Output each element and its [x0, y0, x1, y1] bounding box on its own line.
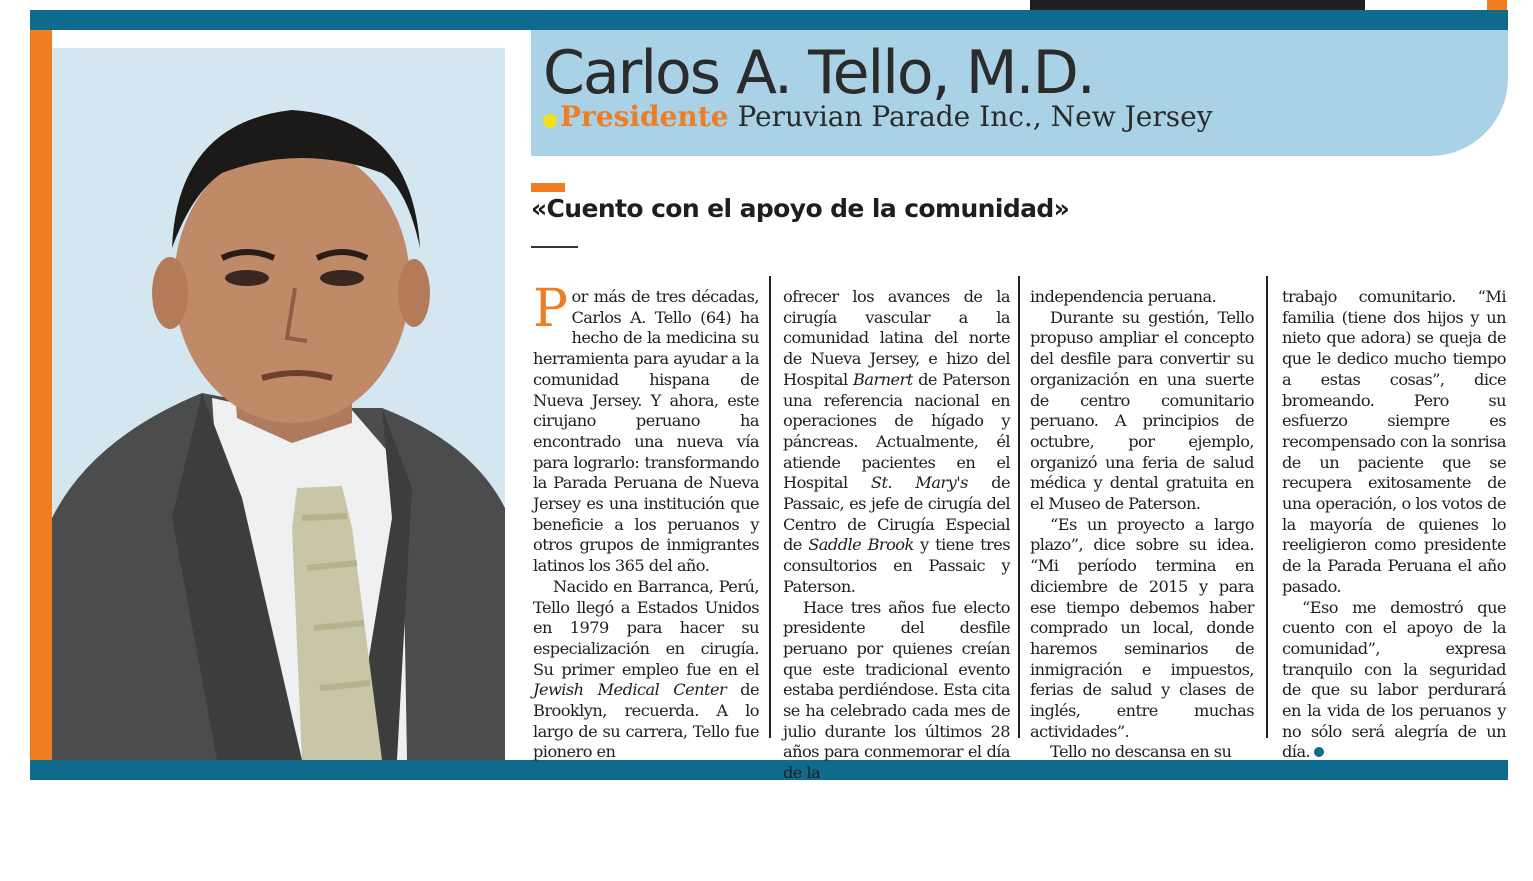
article-paragraph: independencia peruana. — [1030, 287, 1217, 306]
headline-underline — [531, 246, 578, 248]
paragraph-text: de Paterson una referencia nacional en operaciones de hígado y páncreas. Actualmente, él atiende pacientes en el Hospital — [783, 369, 1010, 493]
article-paragraph — [783, 287, 1010, 598]
person-name-title: Carlos A. Tello, M.D. — [543, 38, 1094, 108]
article-paragraph — [533, 279, 759, 577]
blue-dot-icon — [1314, 747, 1324, 757]
column-rule — [1266, 276, 1268, 738]
left-accent-bar — [30, 30, 52, 760]
column-rule — [1018, 276, 1020, 738]
emphasis-text: Saddle Brook — [808, 535, 914, 555]
article-column-3 — [1030, 287, 1254, 762]
article-paragraph — [1282, 598, 1506, 764]
headline-accent-tick — [531, 183, 565, 192]
column-rule — [769, 276, 771, 738]
paragraph-text: ofrecer los avances de la cirugía vascular a la comunidad latina del norte de Nueva Jersey, e hizo del Hospital — [783, 287, 1010, 389]
dropcap: P — [533, 279, 568, 339]
emphasis-text: Barnert — [853, 369, 913, 389]
article-column-4 — [1282, 287, 1506, 762]
article-paragraph: Durante su gestión, Tello propuso ampliar el concepto del desfile para convertir su organización en una suerte de centro comunitario peruano. A principios de octubre, por ejemplo, organizó una feria de salud médica y dental gratuita en el Museo de Paterson. — [1030, 307, 1254, 514]
paragraph-text: “Eso me demostró que cuento con el apoyo de la comunidad”, expresa tranquilo con la seguridad de que su labor perdurará en la vida de los peruanos y no sólo será alegría de un día. — [1282, 597, 1506, 762]
paragraph-text: de Brooklyn, recuerda. A lo largo de su carrera, Tello fue pionero en — [533, 680, 759, 762]
paragraph-text: Nacido en Barranca, Perú, Tello llegó a Estados Unidos en 1979 para hacer su especialización en cirugía. Su primer empleo fue en el — [533, 576, 759, 679]
article-column-2 — [783, 287, 1011, 783]
paragraph-text: y tiene tres consultorios en Passaic y Paterson. — [783, 535, 1011, 596]
article-paragraph: “Es un proyecto a largo plazo”, dice sobre su idea. “Mi período termina en diciembre de 2015 y para ese tiempo debemos haber comprado un local, donde haremos seminarios de inmigración e impuestos, ferias de salud y clases de inglés, entre muchas actividades”. — [1030, 514, 1254, 741]
top-orange-tick — [1487, 0, 1507, 10]
top-dark-strip — [1030, 0, 1365, 10]
article-paragraph: trabajo comunitario. “Mi familia (tiene dos hijos y un nieto que adora) se queja de que le dedico mucho tiempo a estas cosas”, dice bromeando. Pero su esfuerzo siempre es recompensado con la sonrisa de un paciente que se recupera exitosamente de una operación, o los votos de la mayoría de quienes lo reeligieron como presidente de la Parada Peruana el año pasado. — [1282, 287, 1506, 596]
organization-label: Peruvian Parade Inc., New Jersey — [737, 100, 1213, 133]
paragraph-text: de Passaic, es jefe de cirugía del Centro de Cirugía Especial de — [783, 473, 1010, 555]
yellow-dot-icon — [543, 114, 557, 128]
role-label: Presidente — [560, 100, 729, 133]
subtitle-line — [543, 98, 1213, 136]
emphasis-text: Jewish Medical Center — [533, 680, 727, 700]
top-frame-bar — [30, 10, 1508, 30]
article-headline: «Cuento con el apoyo de la comunidad» — [531, 194, 1070, 223]
portrait-photo — [52, 48, 505, 760]
article-paragraph: Hace tres años fue electo presidente del desfile peruano por quienes creían que este tradicional evento estaba perdiéndose. Esta cita se ha celebrado cada mes de julio durante los últimos 28 años para conmemorar el día de la — [783, 597, 1010, 783]
article-column-1 — [533, 279, 759, 762]
article-paragraph: Tello no descansa en su — [1050, 742, 1232, 762]
article-paragraph — [533, 577, 759, 763]
paragraph-text: or más de tres décadas, Carlos A. Tello (64) ha hecho de la medicina su herramienta para ayudar a la comunidad hispana de Nueva Jersey. Y ahora, este cirujano peruano ha encontrado una nueva vía para lograrlo: transformando la Parada Peruana de Nueva Jersey es una institución que beneficie a los peruanos y otros grupos de inmigrantes latinos los 365 del año. — [533, 287, 759, 576]
emphasis-text: St. Mary's — [870, 473, 968, 493]
